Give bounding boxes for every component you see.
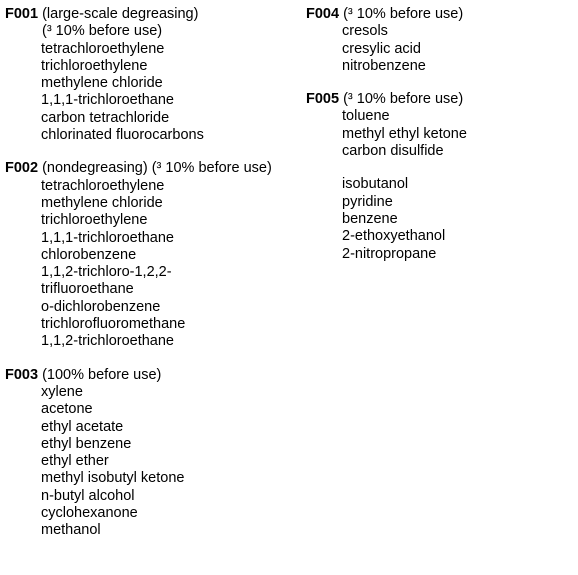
list-item: trichloroethylene (41, 57, 148, 74)
list-item: carbon disulfide (342, 143, 444, 160)
group-heading (5, 160, 287, 177)
group-note: (large-scale degreasing) (42, 6, 199, 22)
list-item: ethyl ether (41, 453, 109, 470)
list-item: acetone (41, 401, 93, 418)
right-column (306, 6, 571, 263)
list-item: cyclohexanone (41, 505, 138, 522)
list-item: methanol (41, 522, 101, 539)
list-item: 2-nitropropane (342, 245, 437, 262)
list-item: ethyl acetate (41, 418, 124, 435)
substance-list (306, 23, 571, 75)
group-heading (306, 6, 571, 23)
waste-code: F004 (306, 6, 340, 22)
list-item: 1,1,1-trichloroethane (41, 92, 174, 109)
group-note: (100% before use) (42, 366, 162, 383)
substance-list (5, 41, 287, 145)
substance-list (306, 108, 571, 262)
waste-code: F005 (306, 91, 340, 108)
group-f004 (306, 6, 571, 75)
group-f002 (5, 160, 287, 350)
list-item: methylene chloride (41, 194, 163, 211)
group-heading (306, 91, 571, 108)
waste-code: F003 (5, 366, 39, 383)
list-item: methylene chloride (41, 75, 163, 92)
list-item: tetrachloroethylene (41, 177, 165, 194)
substance-list (5, 178, 287, 351)
group-heading (5, 367, 287, 384)
list-item: toluene (342, 108, 390, 125)
list-item: 2-ethoxyethanol (342, 228, 446, 245)
list-item: isobutanol (342, 176, 409, 193)
list-item: 1,1,2-trichloro-1,2,2-trifluoroethane (41, 264, 172, 298)
waste-code: F002 (5, 160, 39, 177)
substance-list (5, 384, 287, 540)
group-note-secondary: (³ 10% before use) (42, 23, 163, 40)
list-item: tetrachloroethylene (41, 40, 165, 57)
list-item: nitrobenzene (342, 57, 426, 74)
list-item: 1,1,1-trichloroethane (41, 229, 174, 246)
list-item: methyl isobutyl ketone (41, 470, 185, 487)
list-item: trichloroethylene (41, 212, 148, 229)
list-item: o-dichlorobenzene (41, 298, 161, 315)
group-f001 (5, 6, 287, 144)
waste-code: F001 (5, 6, 39, 22)
group-note: (³ 10% before use) (343, 6, 464, 22)
list-item: carbon tetrachloride (41, 109, 170, 126)
list-item: cresols (342, 23, 388, 40)
list-item: methyl ethyl ketone (342, 125, 467, 142)
group-f005 (306, 91, 571, 263)
list-item: cresylic acid (342, 40, 421, 57)
list-item: 1,1,2-trichloroethane (41, 333, 174, 350)
list-item: benzene (342, 210, 398, 227)
left-column (5, 6, 287, 540)
list-item: chlorobenzene (41, 246, 137, 263)
list-item: n-butyl alcohol (41, 487, 135, 504)
group-note: (nondegreasing) (³ 10% before use) (42, 160, 272, 177)
group-f003 (5, 367, 287, 540)
list-item: ethyl benzene (41, 435, 132, 452)
list-item: xylene (41, 383, 83, 400)
list-item: pyridine (342, 193, 393, 210)
group-note: (³ 10% before use) (343, 91, 464, 108)
list-item: trichlorofluoromethane (41, 316, 186, 333)
list-item: chlorinated fluorocarbons (41, 127, 204, 144)
group-heading (5, 6, 287, 23)
